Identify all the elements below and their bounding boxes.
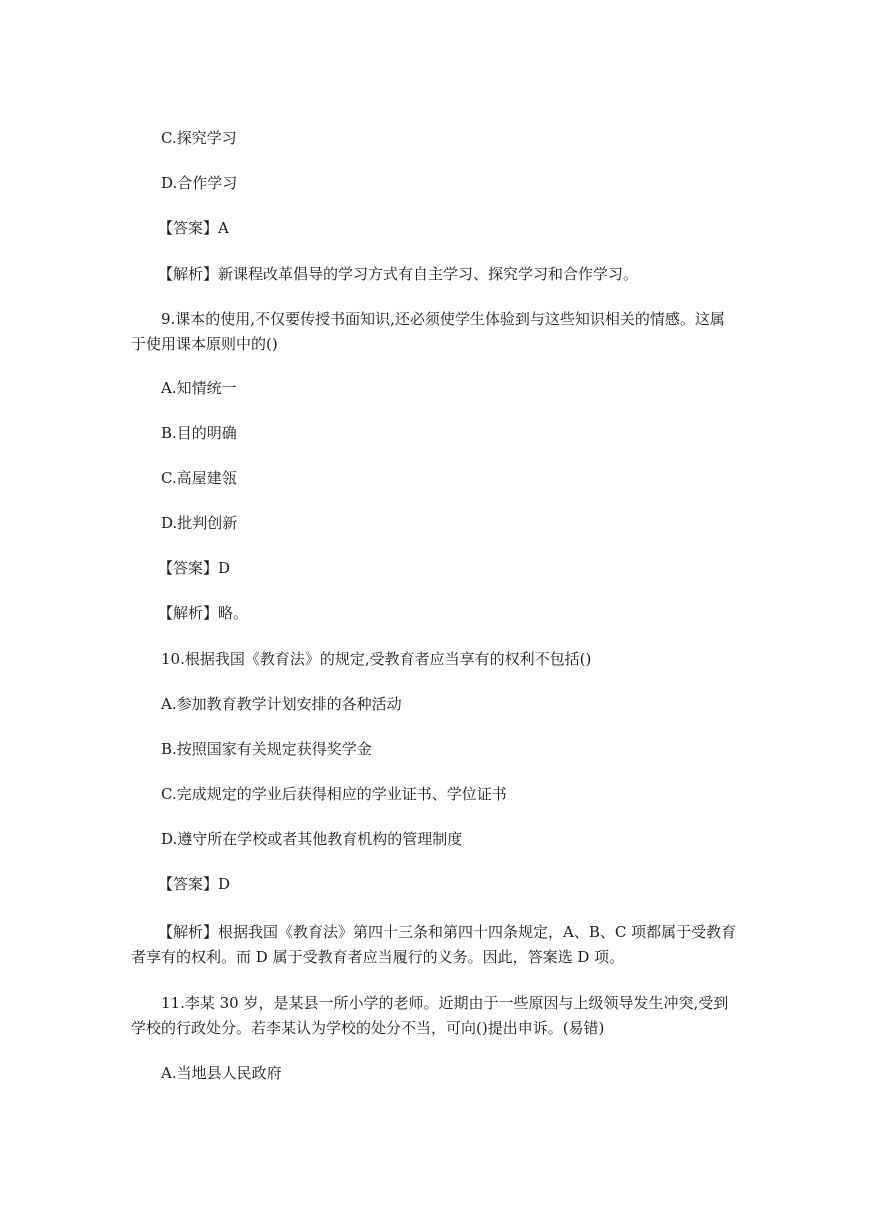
analysis-q10-line2: 者享有的权利。而 D 属于受教育者应当履行的义务。因此，答案选 D 项。 <box>131 948 625 966</box>
question-10: 10.根据我国《教育法》的规定,受教育者应当享有的权利不包括() <box>161 650 592 668</box>
question-11-line1: 11.李某 30 岁，是某县一所小学的老师。近期由于一些原因与上级领导发生冲突,受到 <box>161 994 729 1012</box>
question-9-line2: 于使用课本原则中的() <box>131 335 278 353</box>
option-d-q10: D.遵守所在学校或者其他教育机构的管理制度 <box>161 830 463 848</box>
analysis-q8: 【解析】新课程改革倡导的学习方式有自主学习、探究学习和合作学习。 <box>158 265 639 283</box>
option-a-q10: A.参加教育教学计划安排的各种活动 <box>161 695 402 713</box>
question-11-line2: 学校的行政处分。若李某认为学校的处分不当，可向()提出申诉。(易错) <box>131 1019 605 1037</box>
option-c-q9: C.高屋建瓴 <box>161 469 237 487</box>
option-b-q10: B.按照国家有关规定获得奖学金 <box>161 740 372 758</box>
option-a-q9: A.知情统一 <box>161 379 237 397</box>
question-9-line1: 9.课本的使用,不仅要传授书面知识,还必须使学生体验到与这些知识相关的情感。这属 <box>161 310 725 328</box>
answer-q9: 【答案】D <box>158 559 231 577</box>
option-c-q8: C.探究学习 <box>161 129 237 147</box>
option-c-q10: C.完成规定的学业后获得相应的学业证书、学位证书 <box>161 785 507 803</box>
analysis-q10-line1: 【解析】根据我国《教育法》第四十三条和第四十四条规定，A、B、C 项都属于受教育 <box>158 923 737 941</box>
option-a-q11: A.当地县人民政府 <box>161 1064 282 1082</box>
option-d-q9: D.批判创新 <box>161 514 238 532</box>
option-b-q9: B.目的明确 <box>161 424 237 442</box>
option-d-q8: D.合作学习 <box>161 174 238 192</box>
analysis-q9: 【解析】略。 <box>158 604 249 622</box>
answer-q10: 【答案】D <box>158 875 231 893</box>
answer-q8: 【答案】A <box>158 219 229 237</box>
